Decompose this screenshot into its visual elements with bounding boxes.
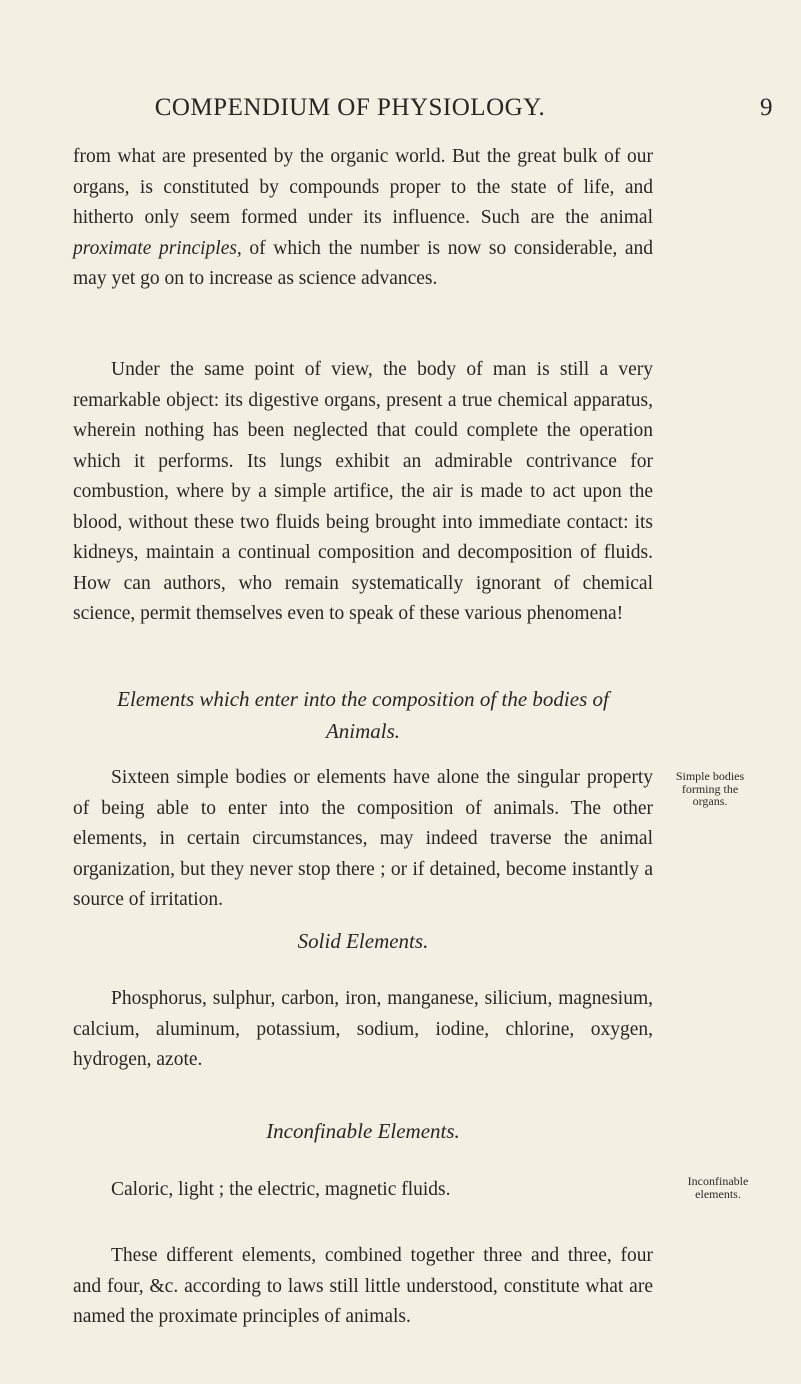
paragraph-combined-elements: These different elements, combined together three and three, four and four, &c. according to laws still little understood, constitute what are named the proximate principles of animals.: [73, 1245, 653, 1327]
paragraph-solid-elements-list: Phosphorus, sulphur, carbon, iron, manganese, silicium, magnesium, calcium, aluminum, potassium, sodium, iodine, chlorine, oxygen, hydrogen, azote.: [73, 988, 653, 1070]
emphasis-proximate-principles: proximate principles,: [73, 237, 242, 259]
paragraph-proximate-principles: from what are presented by the organic world. But the great bulk of our organs, is constituted by compounds proper to the state of life, and hitherto only seem formed under its influence. Such are the animal proximate principles, of which the number is now so considerable, and may yet go on to increase as science advances.: [73, 146, 653, 289]
paragraph-sixteen-elements: Sixteen simple bodies or elements have alone the singular property of being able to enter into the composition of animals. The other elements, in certain circumstances, may indeed traverse the animal organization, but they never stop there ; or if detained, become instantly a source of irritation.: [73, 767, 653, 910]
paragraph-body-of-man: Under the same point of view, the body of man is still a very remarkable object: its digestive organs, present a true chemical apparatus, wherein nothing has been neglected that could complete the operation which it performs. Its lungs exhibit an admirable contrivance for combustion, where by a simple artifice, the air is made to act upon the blood, without these two fluids being brought into immediate contact: its kidneys, maintain a continual composition and decomposition of fluids. How can authors, who remain systematically ignorant of chemical science, permit themselves even to speak of these various phenomena!: [73, 359, 653, 624]
paragraph-inconfinable-elements-list: Caloric, light ; the electric, magnetic fluids.: [111, 1179, 451, 1200]
subheading-solid-elements: Solid Elements.: [297, 929, 429, 953]
subheading-inconfinable-elements: Inconfinable Elements.: [266, 1119, 460, 1143]
section-heading-elements: Elements which enter into the composition of the bodies of Animals.: [117, 687, 609, 743]
page-number: 9: [760, 94, 773, 121]
page-header: [0, 94, 801, 128]
margin-note-simple-bodies: Simple bodies forming the organs.: [675, 769, 745, 808]
running-title: COMPENDIUM OF PHYSIOLOGY.: [154, 94, 546, 121]
margin-note-inconfinable: Inconfinable elements.: [687, 1174, 749, 1201]
